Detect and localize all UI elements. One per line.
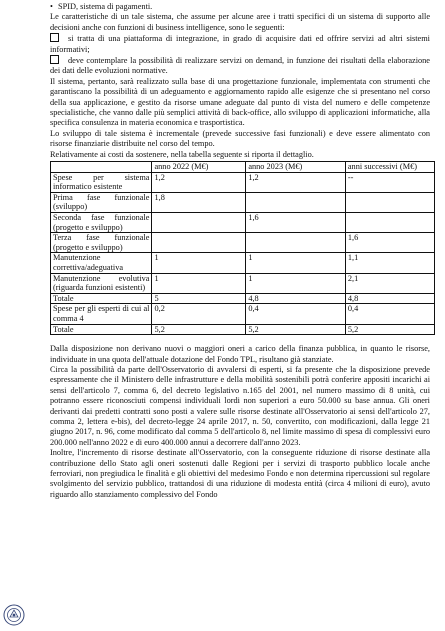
table-cell: 4,8 [345, 293, 434, 304]
table-cell [345, 213, 434, 233]
table-cell: -- [345, 172, 434, 192]
document-page [50, 2, 430, 500]
table-row-label: Manutenzione evolutiva (riguarda funzioni esistenti) [51, 273, 152, 293]
table-cell: 5 [152, 293, 246, 304]
paragraph-no-new-costs: Dalla disposizione non derivano nuovi o maggiori oneri a carico della finanza pubblica, in quanto le risorse, individuate in una quota dell'attuale dotazione del Fondo TPL, risultano già stanziate. [50, 344, 430, 364]
table-cell [152, 233, 246, 253]
table-cell [246, 233, 346, 253]
paragraph-costs-intro: Relativamente ai costi da sostenere, nella tabella seguente si riporta il dettaglio. [50, 149, 314, 159]
checkbox-item-2-text: deve contemplare la possibilità di realizzare servizi on demand, in funzione dei risultati della elaborazione dei dati delle evoluzioni normative. [50, 56, 430, 76]
costs-table [50, 161, 435, 335]
table-row-label: Prima fase funzionale (sviluppo) [51, 192, 152, 212]
bullet-item [50, 2, 430, 12]
table-row-label: Terza fase funzionale (progetto e sviluppo) [51, 233, 152, 253]
paragraph-intro: Le caratteristiche di un tale sistema, che assume per alcune aree i tratti specifici di un sistema di supporto alle decisioni anche con funzioni di business intelligence, sono le seguenti: [50, 12, 430, 32]
table-cell: 1,1 [345, 253, 434, 273]
checkbox-item-1-text: si tratta di una piattaforma di integrazione, in grado di acquisire dati ed offrire servizi ad altri sistemi informativi; [50, 34, 430, 54]
table-cell: 2,1 [345, 273, 434, 293]
table-row-label: Seconda fase funzionale (progetto e sviluppo) [51, 213, 152, 233]
table-row [51, 293, 435, 304]
paragraph-fund-impact: Inoltre, l'incremento di risorse destinate all'Osservatorio, con la conseguente riduzione di risorse destinate alla contribuzione dello Stato agli oneri sostenuti dalle Regioni per i servizi di trasporto pubblico locale anche ferroviari, non pregiudica le finalità e gli obiettivi del medesimo Fondo e non determina ripercussioni sul regolare svolgimento del servizio pubblico, trattandosi di una riduzione di modesta entità (circa 4 milioni di euro), avuto riguardo allo stanziamento complessivo del Fondo [50, 448, 430, 499]
table-cell [152, 213, 246, 233]
checkbox-item-2 [50, 55, 430, 77]
paragraph-development: Lo sviluppo di tale sistema è incrementale (prevede successive fasi funzionali) e deve essere alimentato con risorse finanziarie distribuite nel corso del tempo. [50, 128, 430, 149]
table-cell: 1,8 [152, 192, 246, 212]
table-row [51, 324, 435, 335]
checkbox-icon [50, 33, 59, 42]
table-header-cell: anni successivi (M€) [345, 162, 434, 173]
table-cell: 5,2 [246, 324, 346, 335]
table-cell [246, 192, 346, 212]
table-cell: 1,6 [246, 213, 346, 233]
table-cell: 4,8 [246, 293, 346, 304]
table-cell: 1,2 [152, 172, 246, 192]
institutional-seal-icon [3, 604, 25, 626]
table-header-cell: anno 2023 (M€) [246, 162, 346, 173]
table-cell: 1,2 [246, 172, 346, 192]
table-header-row [51, 162, 435, 173]
table-cell: 5,2 [152, 324, 246, 335]
table-row-label: Manutenzione correttiva/adeguativa [51, 253, 152, 273]
table-row-label: Spese per sistema informatico esistente [51, 172, 152, 192]
table-cell: 1 [246, 253, 346, 273]
checkbox-icon [50, 55, 59, 64]
table-row [51, 172, 435, 192]
table-row-label: Totale [51, 324, 152, 335]
table-cell: 1 [152, 273, 246, 293]
table-cell: 1 [246, 273, 346, 293]
table-header-cell: anno 2022 (M€) [152, 162, 246, 173]
table-row [51, 233, 435, 253]
paragraph-system: Il sistema, pertanto, sarà realizzato sulla base di una progettazione funzionale, implementata con strumenti che garantiscano la possibilità di un adeguamento e aggiornamento rapido alle esigenze che si presentano nel corso della sua applicazione, e gestito da risorse umane adeguate dal punto di vista del numero e delle competenze specialistiche, che vanno dalle più semplici attività di back-office, allo sviluppo di applicazioni informatiche, alla specifica consulenza in materia economica e trasportistica. [50, 76, 430, 128]
table-row [51, 213, 435, 233]
table-row [51, 253, 435, 273]
table-cell: 5,2 [345, 324, 434, 335]
table-row-label: Totale [51, 293, 152, 304]
table-row-label: Spese per gli esperti di cui al comma 4 [51, 304, 152, 324]
table-cell: 0,4 [345, 304, 434, 324]
table-cell: 0,2 [152, 304, 246, 324]
checkbox-item-1 [50, 33, 430, 55]
bullet-text: SPID, sistema di pagamenti. [58, 2, 153, 11]
paragraph-experts: Circa la possibilità da parte dell'Osservatorio di avvalersi di esperti, si fa presente che la disposizione prevede espressamente che il Ministero delle infrastrutture e della mobilità sostenibili potrà conferire appositi incarichi ai sensi dell'articolo 7, comma 6, del decreto legislativo n.165 del 2001, nel numero massimo di 8 unità, cui potranno essere riconosciuti compensi individuali lordi non superiori a euro 50.000 su base annua. Gli oneri derivanti dai predetti contratti sono posti a valere sulle risorse destinate all'Osservatorio ai sensi dell'articolo 27, comma 2, lettera e-bis), del decreto-legge 24 aprile 2017, n. 50, convertito, con modificazioni, dalla legge 21 giugno 2017, n. 96, come modificato dal comma 5 dell'articolo 8, nel limite massimo di spesa di complessivi euro 200.000 nell'anno 2022 e di euro 400.000 annui a decorrere dall'anno 2023. [50, 365, 430, 447]
table-row [51, 192, 435, 212]
table-cell: 0,4 [246, 304, 346, 324]
table-row [51, 304, 435, 324]
table-header-cell [51, 162, 152, 173]
table-cell [345, 192, 434, 212]
table-cell: 1,6 [345, 233, 434, 253]
bullet-dot-icon: • [50, 2, 53, 11]
table-row [51, 273, 435, 293]
table-cell: 1 [152, 253, 246, 273]
